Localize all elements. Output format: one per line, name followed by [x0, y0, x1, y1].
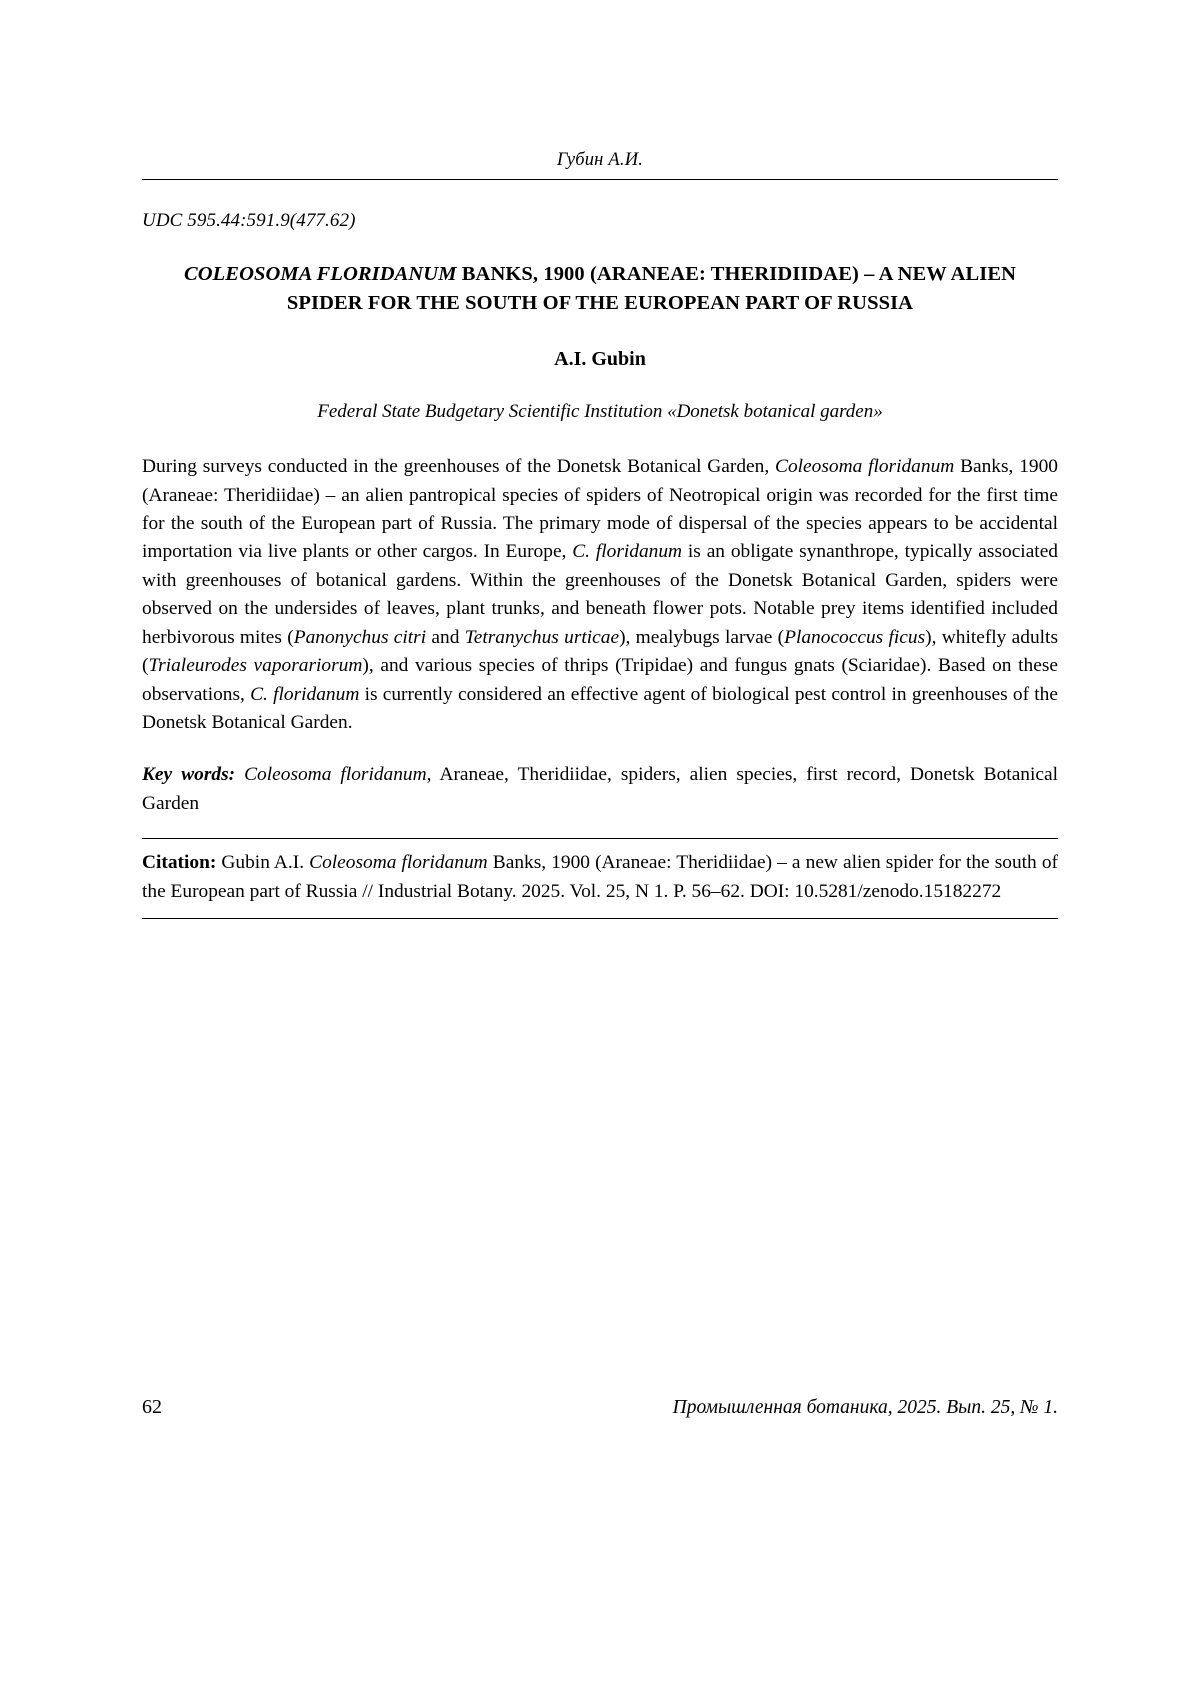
citation-seg-2: Banks, 1900 (Araneae: Theridiidae) – a new alien spider for the south of the European part of Russia // Industrial Botany. 2025. Vol. 25, N 1. P. 56–62. DOI: 10.5281/zenodo.15182272	[142, 852, 1058, 902]
abstract-text	[142, 453, 1058, 737]
abstract-seg-4: and	[426, 626, 465, 648]
citation-seg-1: Gubin A.I.	[216, 852, 310, 874]
abstract-seg-6: ), whitefly adults (	[142, 626, 1058, 677]
abstract-species-2: C. floridanum	[572, 541, 683, 563]
title-line1-rest: BANKS, 1900 (ARANEAE: THERIDIIDAE) – A NEW ALIEN	[456, 263, 1016, 285]
affiliation: Federal State Budgetary Scientific Institution «Donetsk botanical garden»	[317, 401, 883, 423]
keywords-list: , Araneae, Theridiidae, spiders, alien species, first record, Donetsk Botanical Garden	[142, 764, 1058, 814]
citation-label: Citation:	[142, 852, 217, 874]
page-content	[142, 0, 1058, 919]
abstract-seg-8: is currently considered an effective agent of biological pest control in greenhouses of the Donetsk Botanical Garden.	[142, 683, 1058, 734]
abstract-seg-2: Banks, 1900 (Araneae: Theridiidae) – an alien pantropical species of spiders of Neotropical origin was recorded for the first time for the south of the European part of Russia. The primary mode of dispersal of the species appears to be accidental importation via live plants or other cargos. In Europe,	[142, 456, 1058, 563]
abstract-seg-7: ), and various species of thrips (Tripidae) and fungus gnats (Sciaridae). Based on these observations,	[142, 655, 1058, 705]
abstract-species-5: Planococcus ficus	[784, 626, 926, 648]
abstract-species-3: Panonychus citri	[293, 626, 427, 648]
abstract-species-6: Trialeurodes vaporariorum	[148, 655, 363, 677]
citation-box	[142, 838, 1058, 919]
abstract-species-4: Tetranychus urticae	[464, 626, 620, 648]
abstract-seg-1: During surveys conducted in the greenhouses of the Donetsk Botanical Garden,	[142, 456, 776, 478]
header-rule	[142, 179, 1058, 180]
keywords	[142, 761, 1058, 818]
page-title	[142, 260, 1058, 318]
running-head: Губин А.И.	[556, 150, 644, 170]
author-name: A.I. Gubin	[554, 348, 646, 371]
abstract-species-7: C. floridanum	[250, 683, 360, 705]
abstract-seg-5: ), mealybugs larvae (	[619, 626, 785, 648]
title-line2: SPIDER FOR THE SOUTH OF THE EUROPEAN PART OF RUSSIA	[286, 292, 914, 315]
keywords-species: Coleosoma floridanum	[235, 764, 427, 786]
citation-species: Coleosoma floridanum	[309, 852, 488, 874]
page-number: 62	[142, 1396, 162, 1418]
title-species-italic: COLEOSOMA FLORIDANUM	[184, 263, 457, 285]
abstract-seg-3: is an obligate synanthrope, typically associated with greenhouses of botanical gardens. Within the greenhouses of the Donetsk Botanical Garden, spiders were observed on the undersides of leaves, plant trunks, and beneath flower pots. Notable prey items identified included herbivorous mites (	[142, 541, 1058, 648]
journal-footer-line: Промышленная ботаника, 2025. Вып. 25, № 1.	[672, 1397, 1058, 1418]
udc-code: UDC 595.44:591.9(477.62)	[142, 210, 356, 231]
page-footer	[142, 1396, 1058, 1419]
abstract-species-1: Coleosoma floridanum	[775, 456, 955, 478]
citation-text	[142, 849, 1058, 906]
keywords-label: Key words:	[142, 764, 236, 786]
